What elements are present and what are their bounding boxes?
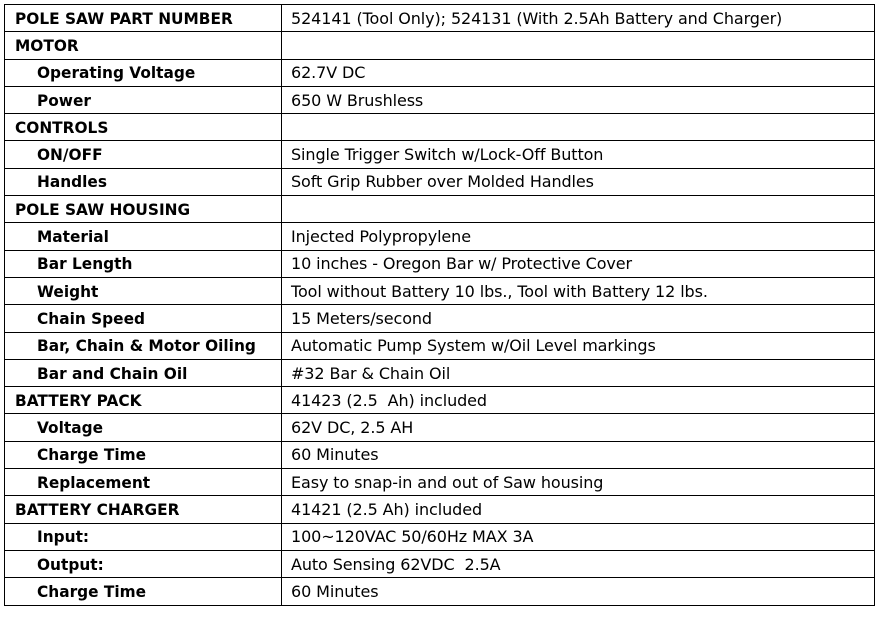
spec-value: 650 W Brushless [282, 86, 875, 113]
spec-label-cell [5, 387, 282, 414]
spec-label: POLE SAW HOUSING [15, 199, 191, 219]
spec-row [5, 223, 875, 250]
spec-label: BATTERY PACK [15, 390, 142, 410]
spec-label: Output: [37, 554, 104, 574]
spec-label-cell [5, 114, 282, 141]
section-row [5, 196, 875, 223]
spec-label: Power [37, 90, 91, 110]
spec-row [5, 277, 875, 304]
spec-label: Weight [37, 281, 99, 301]
spec-label-cell [5, 168, 282, 195]
spec-value: 60 Minutes [282, 578, 875, 605]
spec-row [5, 359, 875, 386]
spec-row [5, 250, 875, 277]
section-row [5, 5, 875, 32]
spec-value: 60 Minutes [282, 441, 875, 468]
spec-label-cell [5, 332, 282, 359]
spec-label: MOTOR [15, 35, 79, 55]
spec-row [5, 550, 875, 577]
section-row [5, 114, 875, 141]
spec-label-cell [5, 32, 282, 59]
spec-label-cell [5, 550, 282, 577]
spec-value: 62.7V DC [282, 59, 875, 86]
spec-label: Voltage [37, 418, 103, 438]
spec-row [5, 469, 875, 496]
spec-value: 524141 (Tool Only); 524131 (With 2.5Ah Battery and Charger) [282, 5, 875, 32]
spec-label-cell [5, 496, 282, 523]
spec-row [5, 168, 875, 195]
spec-row [5, 86, 875, 113]
spec-row [5, 332, 875, 359]
spec-value: Auto Sensing 62VDC 2.5A [282, 550, 875, 577]
spec-label-cell [5, 414, 282, 441]
spec-value [282, 32, 875, 59]
spec-label-cell [5, 141, 282, 168]
spec-value: Single Trigger Switch w/Lock-Off Button [282, 141, 875, 168]
spec-row [5, 414, 875, 441]
spec-value: Soft Grip Rubber over Molded Handles [282, 168, 875, 195]
spec-label: POLE SAW PART NUMBER [15, 8, 233, 28]
spec-label-cell [5, 523, 282, 550]
spec-value: Automatic Pump System w/Oil Level markings [282, 332, 875, 359]
section-row [5, 32, 875, 59]
spec-label: Bar, Chain & Motor Oiling [37, 336, 256, 356]
spec-row [5, 578, 875, 605]
spec-value: 10 inches - Oregon Bar w/ Protective Cover [282, 250, 875, 277]
spec-label: Bar Length [37, 254, 133, 274]
spec-label: Bar and Chain Oil [37, 363, 188, 383]
spec-row [5, 141, 875, 168]
spec-row [5, 305, 875, 332]
spec-label: Replacement [37, 472, 151, 492]
spec-row [5, 523, 875, 550]
spec-value [282, 196, 875, 223]
spec-label: Input: [37, 527, 90, 547]
spec-row [5, 441, 875, 468]
spec-value: Tool without Battery 10 lbs., Tool with Battery 12 lbs. [282, 277, 875, 304]
spec-table-body [5, 5, 875, 606]
spec-label: BATTERY CHARGER [15, 499, 180, 519]
spec-label: Operating Voltage [37, 63, 196, 83]
spec-label: Charge Time [37, 445, 147, 465]
spec-value: 15 Meters/second [282, 305, 875, 332]
spec-value: 62V DC, 2.5 AH [282, 414, 875, 441]
spec-value: #32 Bar & Chain Oil [282, 359, 875, 386]
spec-label-cell [5, 196, 282, 223]
spec-label-cell [5, 86, 282, 113]
spec-label: Material [37, 227, 109, 247]
spec-label-cell [5, 578, 282, 605]
spec-label-cell [5, 359, 282, 386]
spec-value: 41423 (2.5 Ah) included [282, 387, 875, 414]
spec-value: Easy to snap-in and out of Saw housing [282, 469, 875, 496]
spec-value: 41421 (2.5 Ah) included [282, 496, 875, 523]
spec-label-cell [5, 250, 282, 277]
spec-row [5, 59, 875, 86]
spec-value: Injected Polypropylene [282, 223, 875, 250]
spec-label-cell [5, 59, 282, 86]
section-row [5, 496, 875, 523]
spec-value [282, 114, 875, 141]
spec-label-cell [5, 277, 282, 304]
spec-label-cell [5, 5, 282, 32]
spec-label-cell [5, 305, 282, 332]
spec-label: Chain Speed [37, 308, 146, 328]
spec-value: 100~120VAC 50/60Hz MAX 3A [282, 523, 875, 550]
spec-label-cell [5, 223, 282, 250]
spec-table [4, 4, 875, 606]
spec-label-cell [5, 469, 282, 496]
spec-label-cell [5, 441, 282, 468]
spec-label: CONTROLS [15, 117, 109, 137]
spec-label: Charge Time [37, 581, 147, 601]
spec-label: ON/OFF [37, 145, 103, 165]
spec-label: Handles [37, 172, 107, 192]
section-row [5, 387, 875, 414]
